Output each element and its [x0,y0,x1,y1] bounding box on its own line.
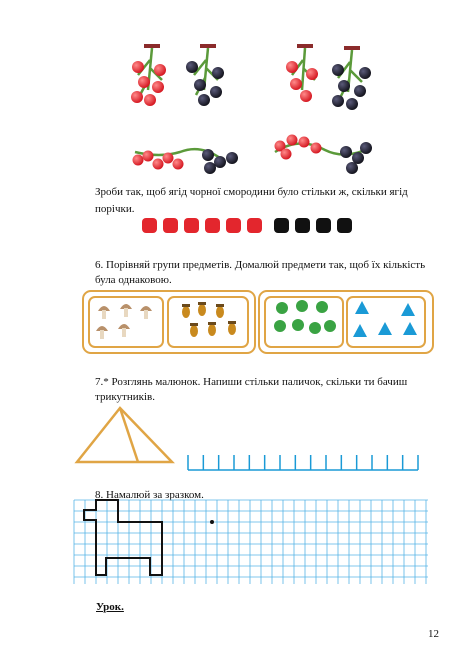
task7-text-line2: трикутників. [95,391,155,403]
task8-text: 8. Намалюй за зразком. [95,489,204,501]
task5-text-line2: порічки. [95,203,135,215]
task6-text-line1: 6. Порівняй групи предметів. Домалюй предмети так, щоб їх кількість [95,259,426,271]
task5-text-line1: Зроби так, щоб ягід чорної смородини було стільки ж, скільки ягід [95,186,408,198]
task6-text-line2: була однаковою. [95,274,172,286]
task7-text-line1: 7.* Розглянь малюнок. Напиши стільки паличок, скільки ти бачиш [95,376,408,388]
start-dot [210,520,214,524]
page-number: 12 [428,628,439,640]
lesson-label: Урок. [96,601,124,613]
